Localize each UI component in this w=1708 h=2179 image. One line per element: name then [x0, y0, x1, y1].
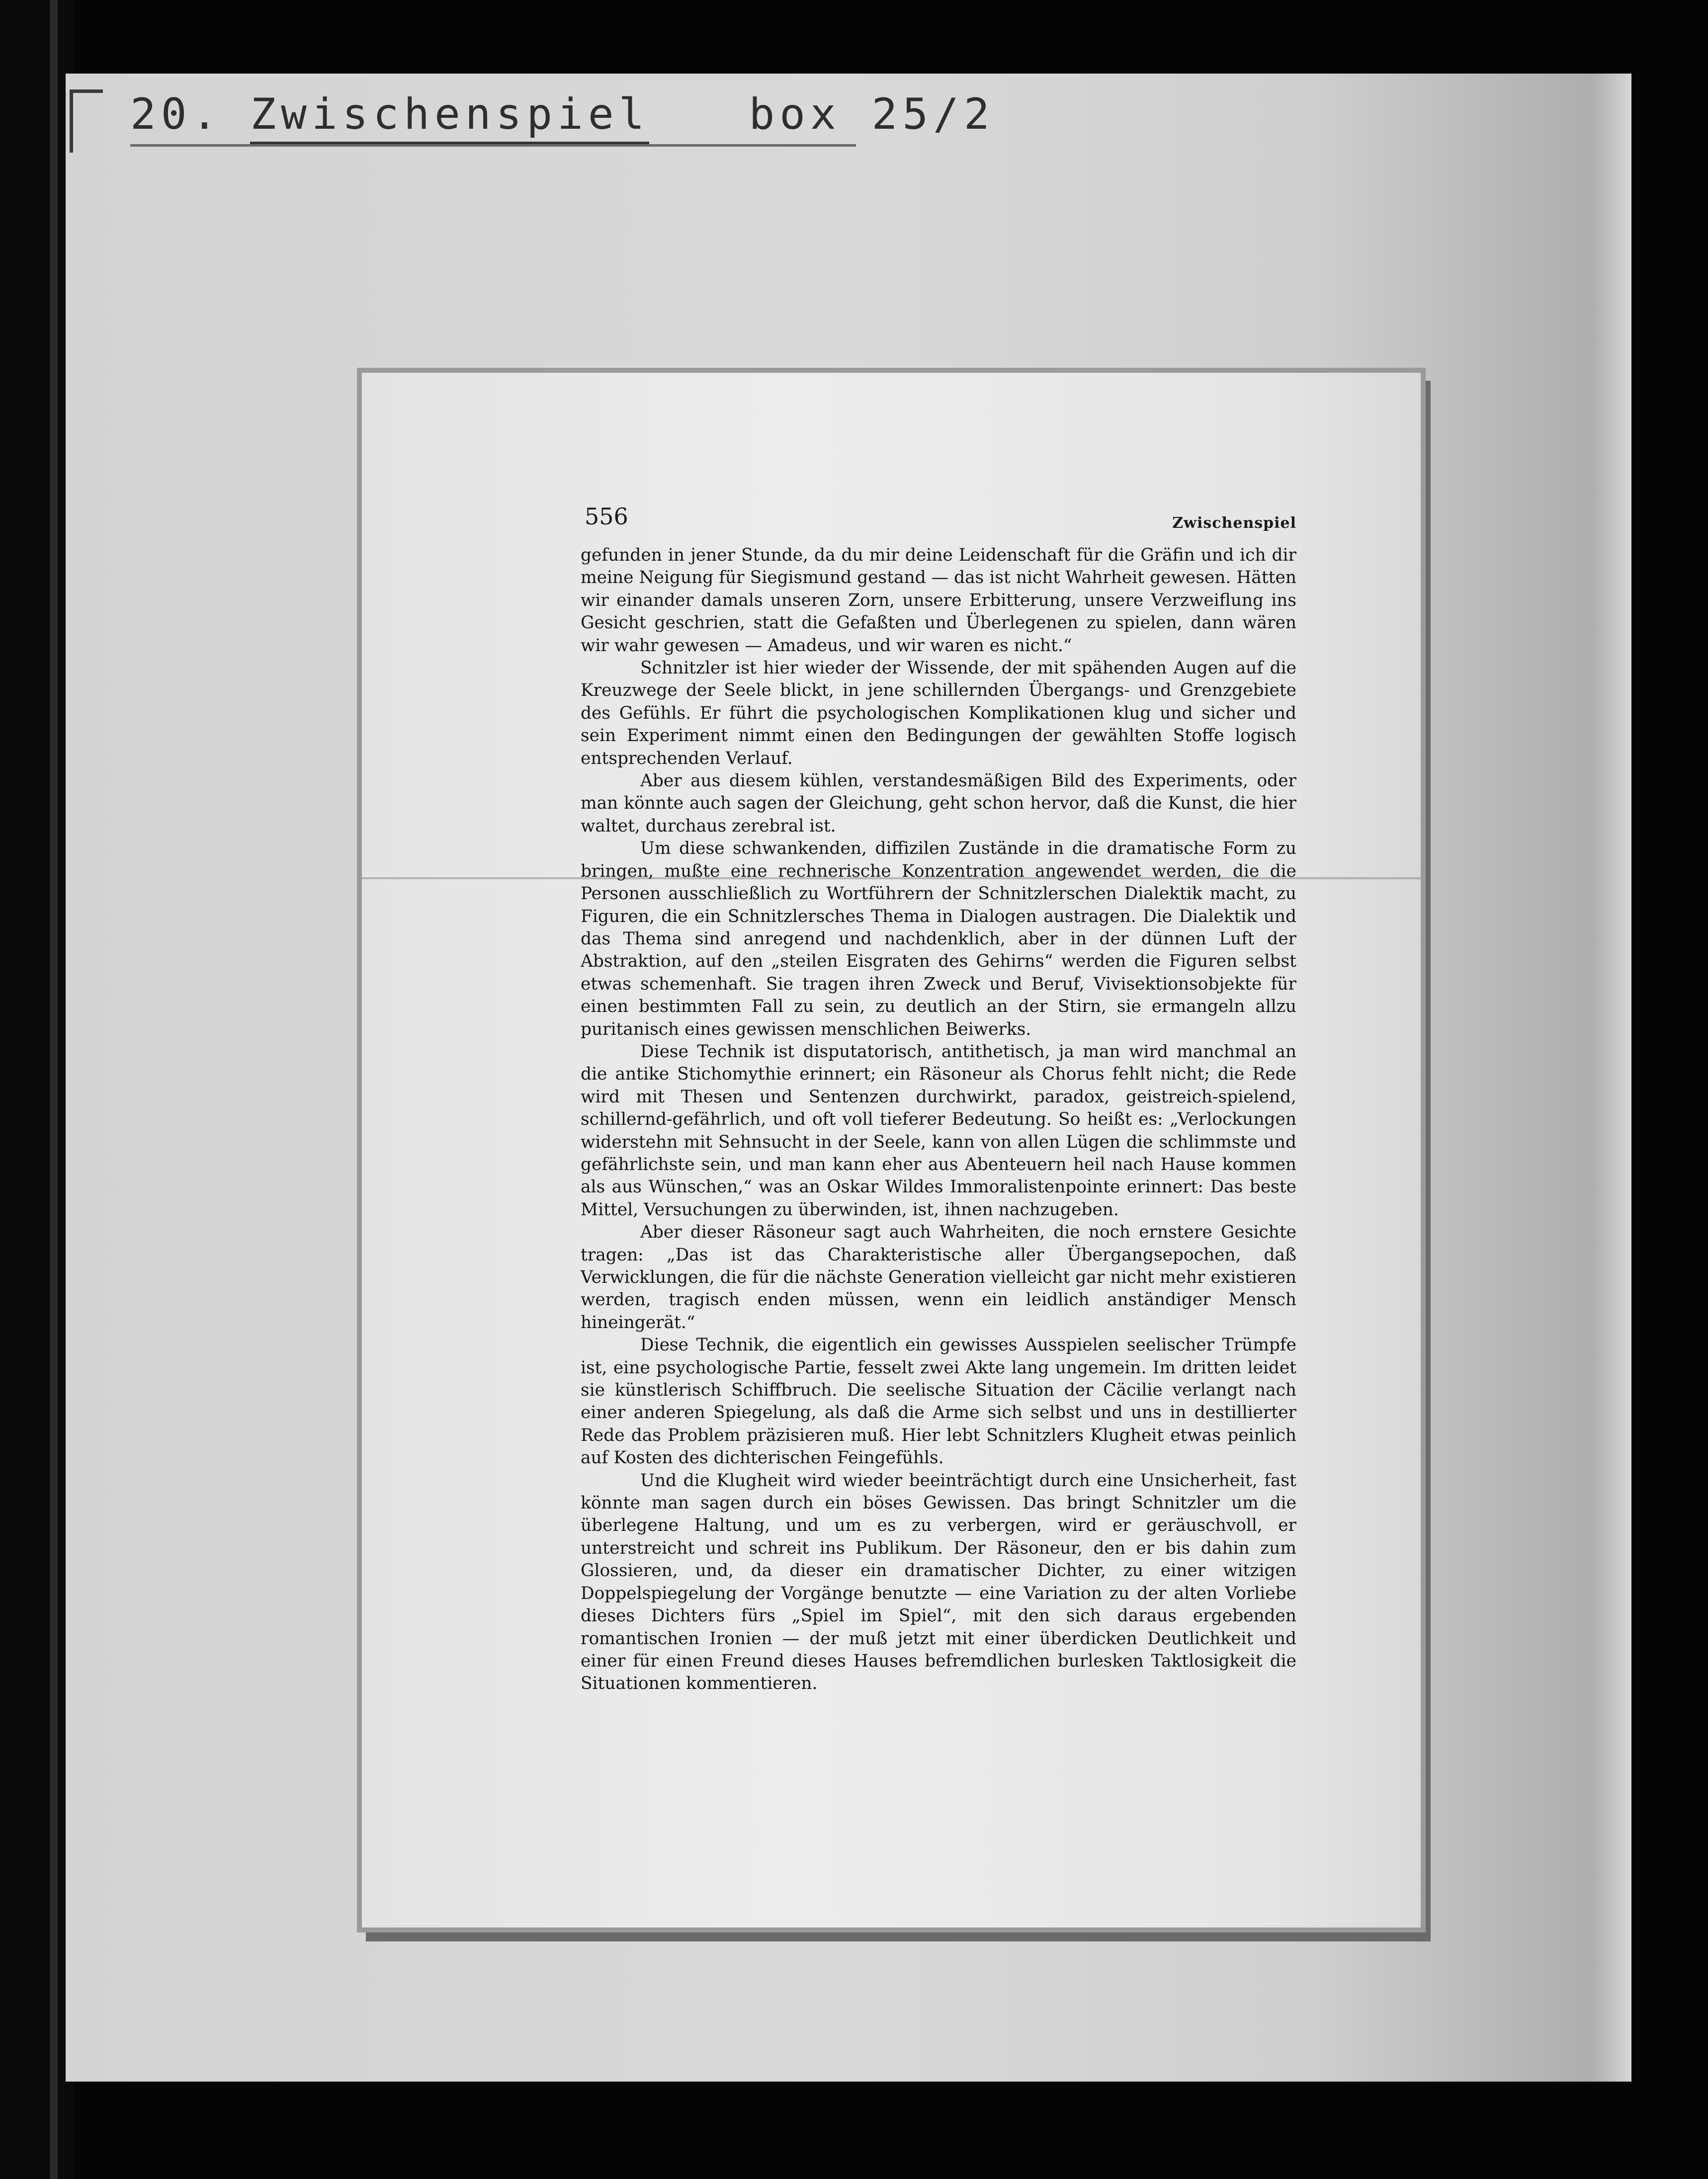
folder-number: 20.	[130, 89, 223, 139]
folder-label	[130, 80, 995, 149]
paragraph: Diese Technik, die eigentlich ein gewisses Ausspielen seelischer Trümpfe ist, eine psychologische Partie, fesselt zwei Akte lang ungemein. Im dritten leidet sie künstlerisch Schiffbruch. Die seelische Situation der Cäcilie verlangt nach einer anderen Spiegelung, als daß die Arme sich selbst und uns in destillierter Rede das Problem präzisieren muß. Hier lebt Schnitzlers Klugheit etwas peinlich auf Kosten des dichterischen Feingefühls.	[581, 1335, 1296, 1468]
header-rule	[130, 144, 856, 147]
header-bracket-mark	[70, 89, 103, 153]
page-body-text	[581, 544, 1296, 1695]
page-number: 556	[585, 503, 628, 530]
paragraph: Um diese schwankenden, diffizilen Zustände in die dramatische Form zu bringen, mußte eine rechnerische Konzentration angewendet werden, die die Personen ausschließlich zu Wortführern der Schnitzlerschen Dialektik macht, zu Figuren, die ein Schnitzlersches Thema in Dialogen austragen. Die Dialektik und das Thema sind anregend und nachdenklich, aber in der dünnen Luft der Abstraktion, auf den „steilen Eisgraten des Gehirns“ werden die Figuren selbst etwas schemenhaft. Sie tragen ihren Zweck und Beruf, Vivisektionsobjekte für einen bestimmten Fall zu sein, zu deutlich an der Stirn, sie ermangeln allzu puritanisch eines gewissen menschlichen Beiwerks.	[581, 838, 1296, 1039]
folder-box-number: box 25/2	[749, 89, 995, 139]
book-page-clipping	[362, 373, 1421, 1928]
scan-edge-strip	[0, 0, 75, 2179]
paragraph: Aber dieser Räsoneur sagt auch Wahrheiten, die noch ernstere Gesichte tragen: „Das ist das Charakteristische aller Übergangsepochen, daß Verwicklungen, die für die nächste Generation vielleicht gar nicht mehr existieren werden, tragisch enden müssen, wenn ein leidlich anständiger Mensch hineingerät.“	[581, 1222, 1296, 1333]
paragraph: gefunden in jener Stunde, da du mir deine Leidenschaft für die Gräfin und ich dir meine Neigung für Siegismund gestand — das ist nicht Wahrheit gewesen. Hätten wir einander damals unseren Zorn, unsere Erbitterung, unsere Verzweiflung ins Gesicht geschrien, statt die Gefaßten und Überlegenen zu spielen, dann wären wir wahr gewesen — Amadeus, und wir waren es nicht.“	[581, 545, 1296, 656]
paragraph: Aber aus diesem kühlen, verstandesmäßigen Bild des Experiments, oder man könnte auch sagen der Gleichung, geht schon hervor, daß die Kunst, die hier waltet, durchaus zerebral ist.	[581, 771, 1296, 836]
paragraph: Und die Klugheit wird wieder beeinträchtigt durch eine Unsicherheit, fast könnte man sagen durch ein böses Gewissen. Das bringt Schnitzler um die überlegene Haltung, und um es zu verbergen, wird er geräuschvoll, er unterstreicht und schreit ins Publikum. Der Räsoneur, den er bis dahin zum Glossieren, und, da dieser ein dramatischer Dichter, zu einer witzigen Doppelspiegelung der Vorgänge benutzte — eine Variation zu der alten Vorliebe dieses Dichters fürs „Spiel im Spiel“, mit den sich daraus ergebenden romantischen Ironien — der muß jetzt mit einer überdicken Deutlichkeit und einer für einen Freund dieses Hauses befremdlichen burlesken Taktlosigkeit die Situationen kommentieren.	[581, 1470, 1296, 1694]
folder-title: Zwischenspiel	[250, 87, 649, 146]
paragraph: Schnitzler ist hier wieder der Wissende, der mit spähenden Augen auf die Kreuzwege der Seele blickt, in jene schillernden Übergangs- und Grenzgebiete des Gefühls. Er führt die psychologischen Komplikationen klug und sicher und sein Experiment nimmt einen den Bedingungen der gewählten Stoffe logisch entsprechenden Verlauf.	[581, 658, 1296, 768]
running-head: Zwischenspiel	[1172, 514, 1296, 532]
paragraph: Diese Technik ist disputatorisch, antithetisch, ja man wird manchmal an die antike Stichomythie erinnert; ein Räsoneur als Chorus fehlt nicht; die Rede wird mit Thesen und Sentenzen durchwirkt, paradox, geistreich-spielend, schillernd-gefährlich, und oft voll tieferer Bedeutung. So heißt es: „Verlockungen widerstehn mit Sehnsucht in der Seele, kann von allen Lügen die schlimmste und gefährlichste sein, und man kann eher aus Abenteuern heil nach Hause kommen als aus Wünschen,“ was an Oskar Wildes Immoralistenpointe erinnert: Das beste Mittel, Versuchungen zu überwinden, ist, ihnen nachzugeben.	[581, 1041, 1296, 1220]
